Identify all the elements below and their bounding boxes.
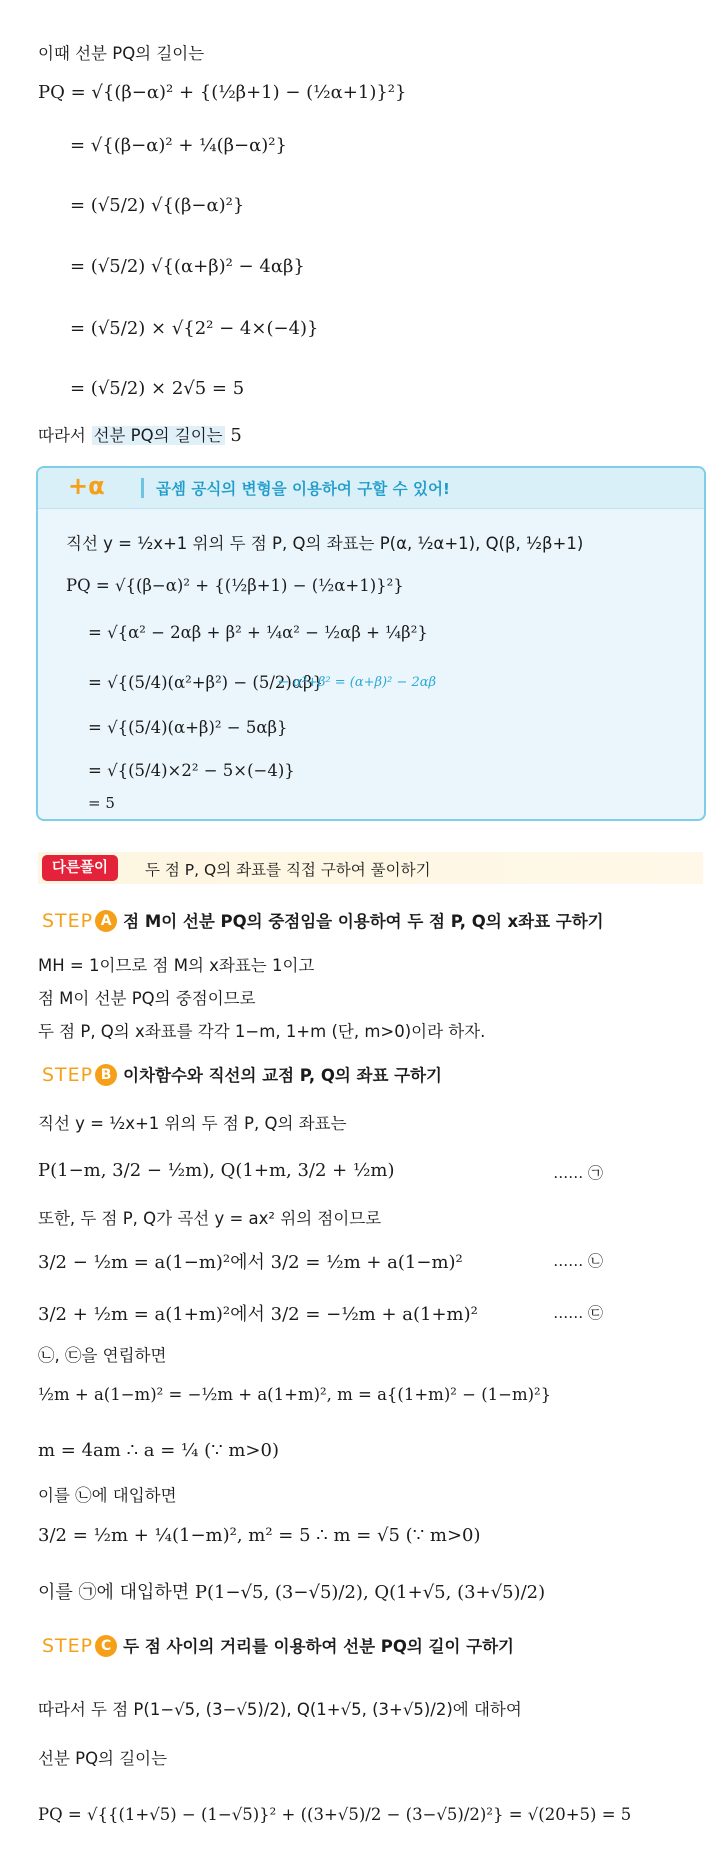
tip-box bbox=[36, 466, 706, 821]
plus-alpha-icon: +α bbox=[68, 472, 105, 500]
tip-line: = √{(5/4)(α²+β²) − (5/2)αβ} bbox=[88, 673, 324, 692]
step-c-badge: C bbox=[95, 1635, 117, 1657]
tip-line: = √{α² − 2αβ + β² + ¼α² − ½αβ + ¼β²} bbox=[88, 623, 428, 642]
step-title: 점 M이 선분 PQ의 중점임을 이용하여 두 점 P, Q의 x좌표 구하기 bbox=[123, 912, 604, 931]
step-label: STEP bbox=[42, 910, 94, 932]
derivation-line: = (√5/2) √{(β−α)²} bbox=[70, 195, 245, 216]
step-a-badge: A bbox=[95, 910, 117, 932]
tip-line: = √{(5/4)(α+β)² − 5αβ} bbox=[88, 718, 288, 737]
step-b-line: 이를 ㉡에 대입하면 bbox=[38, 1486, 177, 1505]
step-b-line: ½m + a(1−m)² = −½m + a(1+m)², m = a{(1+m)² − (1−m)²} bbox=[38, 1385, 552, 1404]
derivation-line: = (√5/2) √{(α+β)² − 4αβ} bbox=[70, 256, 305, 277]
divider bbox=[141, 478, 144, 498]
derivation-line: = (√5/2) × 2√5 = 5 bbox=[70, 378, 245, 399]
conclusion-prefix: 따라서 bbox=[38, 426, 86, 445]
step-c-line: 선분 PQ의 길이는 bbox=[38, 1749, 168, 1768]
tip-line: PQ = √{(β−α)² + {(½β+1) − (½α+1)}²} bbox=[66, 576, 404, 595]
step-a-heading bbox=[42, 908, 604, 932]
tip-line: 직선 y = ½x+1 위의 두 점 P, Q의 좌표는 P(α, ½α+1), Q(β, ½β+1) bbox=[66, 534, 584, 553]
identity-note: ← α²+β² = (α+β)² − 2αβ bbox=[278, 675, 437, 690]
conclusion bbox=[38, 422, 242, 446]
conclusion-highlight: 선분 PQ의 길이는 bbox=[93, 426, 223, 445]
step-c-heading bbox=[42, 1633, 514, 1657]
step-b-line: 3/2 + ½m = a(1+m)²에서 3/2 = −½m + a(1+m)² bbox=[38, 1304, 478, 1325]
step-b-line: ㉡, ㉢을 연립하면 bbox=[38, 1346, 167, 1365]
tip-line: = √{(5/4)×2² − 5×(−4)} bbox=[88, 761, 295, 780]
step-a-line: 점 M이 선분 PQ의 중점이므로 bbox=[38, 989, 256, 1008]
derivation-line: PQ = √{(β−α)² + {(½β+1) − (½α+1)}²} bbox=[38, 82, 407, 103]
tip-box-header bbox=[38, 468, 704, 509]
step-label: STEP bbox=[42, 1635, 94, 1657]
derivation-line: = (√5/2) × √{2² − 4×(−4)} bbox=[70, 318, 319, 339]
equation-tag: …… ㉠ bbox=[553, 1164, 603, 1182]
derivation-line: = √{(β−α)² + ¼(β−α)²} bbox=[70, 135, 287, 156]
step-c-line: 따라서 두 점 P(1−√5, (3−√5)/2), Q(1+√5, (3+√5)/2)에 대하여 bbox=[38, 1700, 522, 1719]
step-label: STEP bbox=[42, 1064, 94, 1086]
tip-box-title: 곱셈 공식의 변형을 이용하여 구할 수 있어! bbox=[156, 480, 450, 498]
equation-tag: …… ㉡ bbox=[553, 1252, 603, 1270]
step-b-line: 3/2 = ½m + ¼(1−m)², m² = 5 ∴ m = √5 (∵ m>0) bbox=[38, 1525, 481, 1546]
intro-text: 이때 선분 PQ의 길이는 bbox=[38, 44, 205, 63]
step-b-line: P(1−m, 3/2 − ½m), Q(1+m, 3/2 + ½m) bbox=[38, 1160, 395, 1181]
step-b-heading bbox=[42, 1062, 442, 1086]
alt-solution-tag: 다른풀이 bbox=[42, 855, 118, 881]
step-b-line: 또한, 두 점 P, Q가 곡선 y = ax² 위의 점이므로 bbox=[38, 1209, 382, 1228]
alt-solution-text: 두 점 P, Q의 좌표를 직접 구하여 풀이하기 bbox=[145, 861, 431, 879]
tip-line: = 5 bbox=[88, 794, 115, 812]
conclusion-value: 5 bbox=[230, 425, 242, 446]
step-a-line: 두 점 P, Q의 x좌표를 각각 1−m, 1+m (단, m>0)이라 하자. bbox=[38, 1022, 486, 1041]
step-b-line: m = 4am ∴ a = ¼ (∵ m>0) bbox=[38, 1440, 279, 1461]
step-c-line: PQ = √{{(1+√5) − (1−√5)}² + ((3+√5)/2 − (3−√5)/2)²} = √(20+5) = 5 bbox=[38, 1805, 632, 1824]
equation-tag: …… ㉢ bbox=[553, 1304, 603, 1322]
step-b-line: 3/2 − ½m = a(1−m)²에서 3/2 = ½m + a(1−m)² bbox=[38, 1252, 463, 1273]
step-title: 이차함수와 직선의 교점 P, Q의 좌표 구하기 bbox=[123, 1066, 442, 1085]
step-a-line: MH = 1이므로 점 M의 x좌표는 1이고 bbox=[38, 956, 315, 975]
step-b-line: 직선 y = ½x+1 위의 두 점 P, Q의 좌표는 bbox=[38, 1114, 347, 1133]
step-b-line: 이를 ㉠에 대입하면 P(1−√5, (3−√5)/2), Q(1+√5, (3+√5)/2) bbox=[38, 1582, 546, 1603]
step-title: 두 점 사이의 거리를 이용하여 선분 PQ의 길이 구하기 bbox=[123, 1637, 514, 1656]
step-b-badge: B bbox=[95, 1064, 117, 1086]
